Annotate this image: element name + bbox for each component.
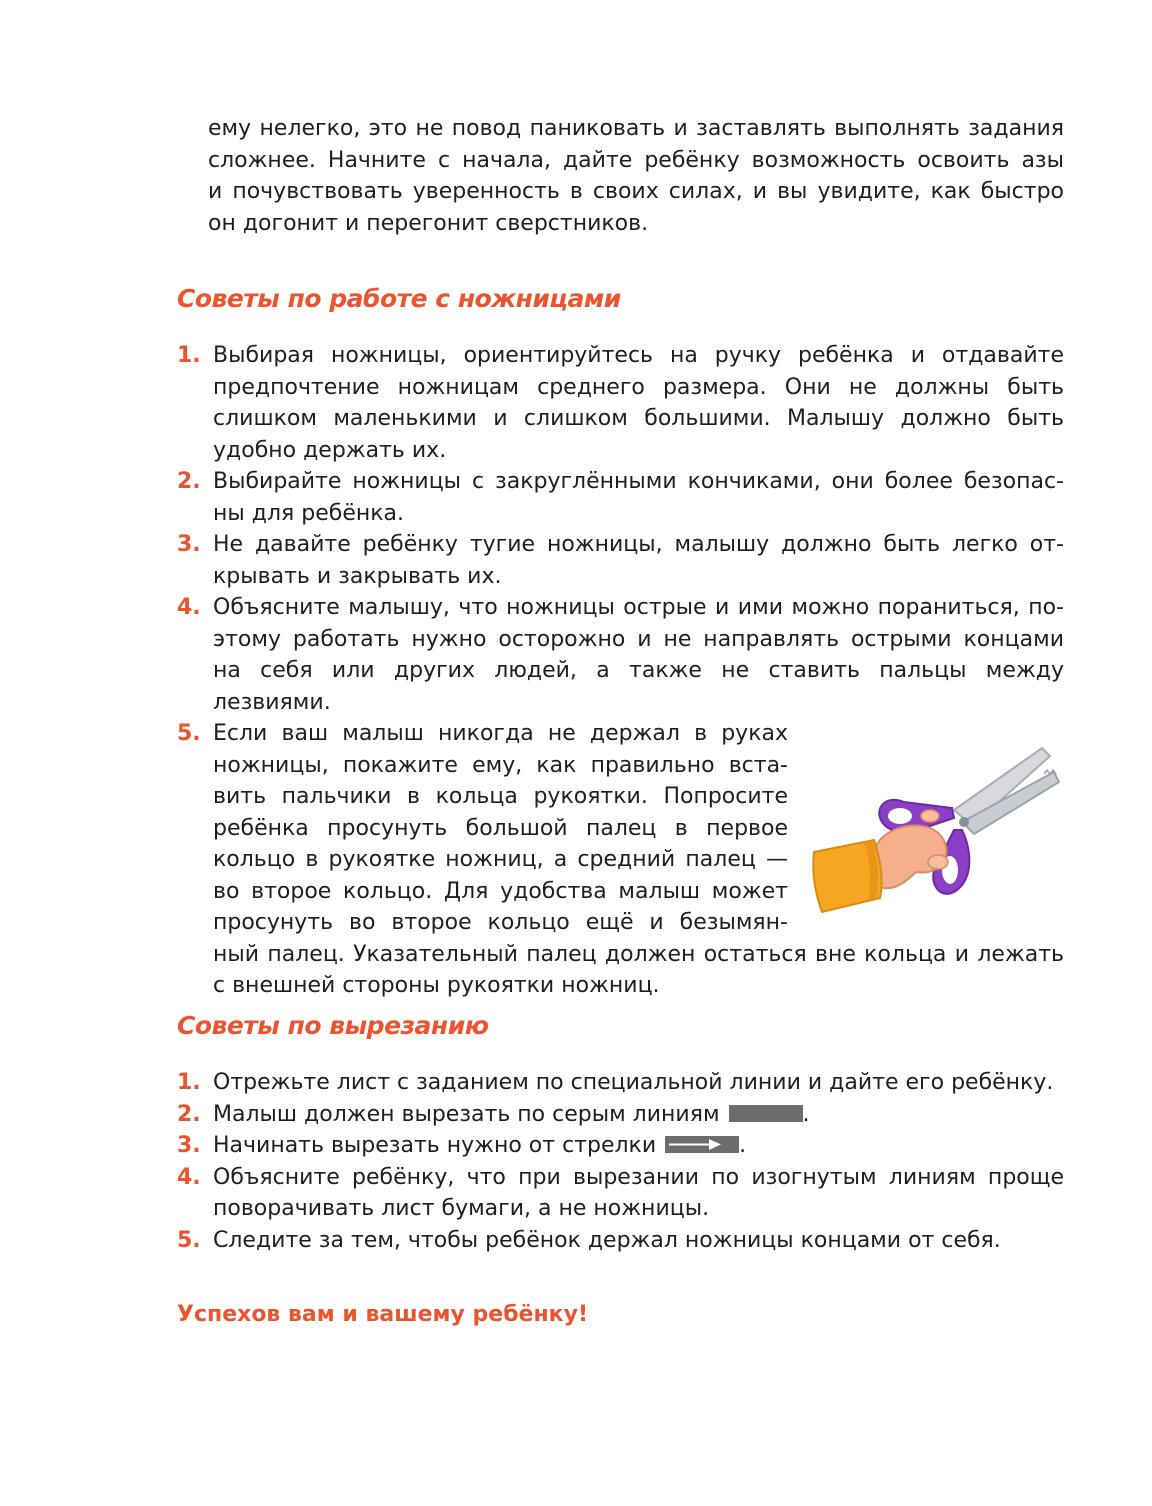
item-number: 3. — [177, 532, 201, 557]
start-arrow-icon — [665, 1136, 739, 1153]
item-line: крывать и закрывать их. — [213, 563, 502, 589]
gray-cut-line-icon — [729, 1105, 803, 1122]
item-number: 2. — [177, 1101, 201, 1127]
list-item — [177, 529, 1064, 592]
item-line: ны для ребёнка. — [213, 500, 404, 526]
list-item — [177, 1099, 1064, 1131]
list-item — [177, 718, 1064, 1002]
item-line: предпочтение ножницам среднего размера. Они не должны быть — [213, 374, 1064, 400]
item-number: 1. — [177, 343, 201, 368]
list-item — [177, 340, 1064, 466]
scissors-tips-list — [177, 340, 1064, 1002]
item-line: кольцо в рукоятке ножниц, а средний палец — — [213, 847, 788, 872]
item-line: этому работать нужно осторожно и не направлять острыми концами — [213, 626, 1064, 652]
item-line: ребёнка просунуть большой палец в первое — [213, 815, 788, 841]
item-suffix: . — [739, 1133, 747, 1158]
item-line: Объясните ребёнку, что при вырезании по изогнутым линиям проще — [213, 1164, 1064, 1190]
intro-paragraph — [208, 113, 1064, 239]
item-number: 5. — [177, 1227, 201, 1253]
item-line: с внешней стороны рукоятки ножниц. — [213, 973, 660, 998]
item-line: Не давайте ребёнку тугие ножницы, малышу должно быть легко от- — [213, 532, 1064, 557]
item-line: Выбирая ножницы, ориентируйтесь на ручку ребёнка и отдавайте — [213, 343, 1064, 368]
item-line: во второе кольцо. Для удобства малыш может — [213, 878, 788, 904]
item-suffix: . — [802, 1101, 810, 1127]
section-title-cutting-tips: Советы по вырезанию — [177, 1011, 489, 1040]
item-line: Если ваш малыш никогда не держал в руках — [213, 721, 788, 746]
item-text: Малыш должен вырезать по серым линиям — [213, 1101, 720, 1127]
section-title-scissors-tips: Советы по работе с ножницами — [177, 284, 621, 313]
intro-line: сложнее. Начните с начала, дайте ребёнку возможность освоить азы — [208, 147, 1064, 173]
item-text: Следите за тем, чтобы ребёнок держал ножницы концами от себя. — [213, 1227, 1001, 1253]
item-number: 4. — [177, 595, 201, 620]
list-item — [177, 466, 1064, 529]
scissors-in-hand-icon — [804, 730, 1064, 930]
item-text: Отрежьте лист с заданием по специальной линии и дайте его ребёнку. — [213, 1070, 1054, 1095]
item-number: 4. — [177, 1164, 201, 1190]
list-item — [177, 592, 1064, 718]
intro-line: ему нелегко, это не повод паниковать и заставлять выполнять задания — [208, 116, 1064, 141]
intro-line: и почувствовать уверенность в своих силах, и вы увидите, как быстро — [208, 179, 1064, 204]
item-line: на себя или других людей, а также не ставить пальцы между лезвиями. — [213, 658, 1064, 715]
list-item — [177, 1162, 1064, 1225]
item-text: Начинать вырезать нужно от стрелки — [213, 1133, 657, 1158]
item-line: ный палец. Указательный палец должен остаться вне кольца и лежать — [213, 941, 1064, 967]
item-line: вить пальчики в кольца рукоятки. Попросите — [213, 784, 788, 809]
item-line: удобно держать их. — [213, 437, 447, 463]
item-line: слишком маленькими и слишком большими. Малышу должно быть — [213, 406, 1064, 431]
list-item — [177, 1225, 1064, 1257]
cutting-tips-list — [177, 1067, 1064, 1256]
item-line: ножницы, покажите ему, как правильно вста- — [213, 752, 788, 778]
item-number: 1. — [177, 1070, 201, 1095]
intro-line: он догонит и перегонит сверстников. — [208, 210, 649, 236]
item-number: 2. — [177, 469, 201, 494]
list-item — [177, 1130, 1064, 1162]
item-number: 5. — [177, 721, 201, 746]
item-line: просунуть во второе кольцо ещё и безымян- — [213, 910, 788, 935]
item-line: поворачивать лист бумаги, а не ножницы. — [213, 1196, 710, 1221]
list-item — [177, 1067, 1064, 1099]
closing-wish: Успехов вам и вашему ребёнку! — [177, 1302, 588, 1327]
item-line: Объясните малышу, что ножницы острые и ими можно пораниться, по- — [213, 595, 1064, 620]
item-number: 3. — [177, 1133, 201, 1158]
item-line: Выбирайте ножницы с закруглёнными кончиками, они более безопас- — [213, 469, 1064, 494]
